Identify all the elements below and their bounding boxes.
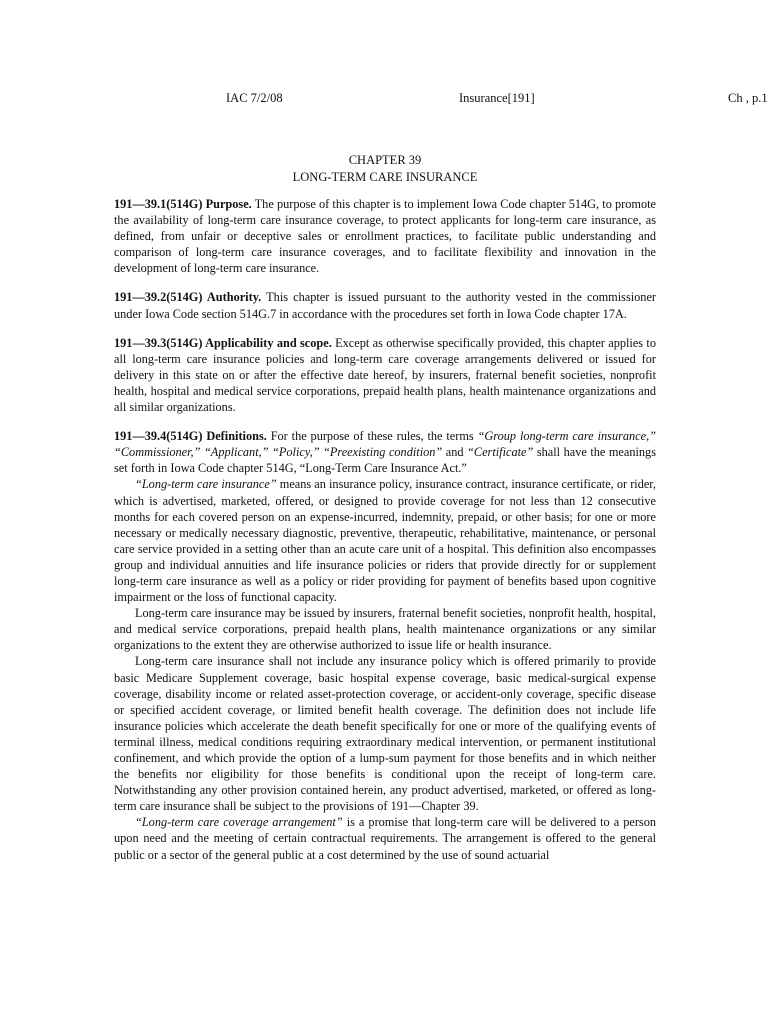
- section-text: The purpose of this chapter is to implement Iowa Code chapter 514G, to promote the availability of long-term care insurance coverage, to protect applicants for long-term care insurance, as defined, from unfair or deceptive sales or enrollment practices, to facilitate public understanding and comparison of long-term care insurance coverages, and to facilitate flexibility and innovation in the development of long-term care insurance.: [114, 197, 656, 276]
- defined-terms: “Group long-term care insurance,” “Commissioner,” “Applicant,” “Policy,” “Preexisting condition”: [114, 429, 657, 460]
- document-body: [114, 152, 656, 863]
- section-heading: 191—39.3(514G) Applicability and scope.: [114, 335, 332, 350]
- definition-text: means an insurance policy, insurance contract, insurance certificate, or rider, which is advertised, marketed, offered, or designed to provide coverage for not less than 12 consecutive months for each covered person on an expense-incurred, indemnity, prepaid, or other basis; for one or more necessary or medically necessary diagnostic, preventive, therapeutic, rehabilitative, maintenance, or personal care service provided in a setting other than an acute care unit of a hospital. This definition also encompasses group and individual annuities and life insurance policies or riders that provide directly for or supplement long-term care insurance as well as a policy or rider providing for payment of benefits based upon cognitive impairment or the loss of functional capacity.: [114, 477, 656, 605]
- section-text: shall have the meanings set forth in Iowa Code chapter 514G, “Long-Term Care Insurance Act.”: [114, 445, 656, 476]
- chapter-number: CHAPTER 39: [348, 153, 422, 167]
- definition-text: is a promise that long-term care will be delivered to a person upon need and the meeting of certain contractual requirements. The arrangement is offered to the general public or a sector of the general public at a cost determined by the use of sound actuarial: [114, 815, 656, 862]
- defined-term: “Long-term care coverage arrangement”: [135, 815, 343, 830]
- section-text: This chapter is issued pursuant to the authority vested in the commissioner under Iowa Code section 514G.7 in accordance with the procedures set forth in Iowa Code chapter 17A.: [114, 290, 656, 321]
- definition-coverage-arrangement: [114, 814, 656, 862]
- section-applicability: [114, 335, 656, 415]
- header-page-number: Ch , p.1: [728, 91, 768, 105]
- section-heading: 191—39.2(514G) Authority.: [114, 290, 262, 305]
- defined-term: “Certificate”: [467, 445, 534, 460]
- section-authority: [114, 289, 656, 321]
- paragraph-exclusions: Long-term care insurance shall not include any insurance policy which is offered primarily to provide basic Medicare Supplement coverage, basic hospital expense coverage, basic medical-surgical expense coverage, disability income or related asset-protection coverage, or accident-only coverage, specific disease or specified accident coverage, or limited benefit health coverage. The definition does not include life insurance policies which accelerate the death benefit specifically for one or more of the qualifying events of terminal illness, medical conditions requiring extraordinary medical intervention, or permanent institutional confinement, and which provide the option of a lump-sum payment for those benefits and in which neither the benefits nor eligibility for those benefits is conditional upon the receipt of long-term care. Notwithstanding any other provision contained herein, any product advertised, marketed, or offered as long-term care insurance shall be subject to the provisions of 191—Chapter 39.: [114, 654, 656, 814]
- section-purpose: [114, 196, 656, 276]
- definition-ltc-insurance: [114, 476, 656, 605]
- section-text: Except as otherwise specifically provided, this chapter applies to all long-term care insurance policies and long-term care coverage arrangements delivered or issued for delivery in this state on or after the effective date hereof, by insurers, fraternal benefit societies, nonprofit health, hospital and medical service corporations, prepaid health plans, health maintenance organizations and all similar organizations.: [114, 335, 656, 415]
- section-text: and: [442, 445, 468, 460]
- header-doc-date: IAC 7/2/08: [226, 91, 283, 105]
- paragraph-issuers: Long-term care insurance may be issued by insurers, fraternal benefit societies, nonprofit health, hospital, and medical service corporations, prepaid health plans, health maintenance organizations or any similar organizations to the extent they are otherwise authorized to issue life or health insurance.: [114, 606, 656, 653]
- chapter-title: LONG-TERM CARE INSURANCE: [292, 169, 478, 184]
- header-agency: Insurance[191]: [459, 91, 535, 105]
- section-definitions: [114, 428, 656, 476]
- section-text: For the purpose of these rules, the terms: [266, 429, 478, 444]
- section-heading: 191—39.1(514G) Purpose.: [114, 197, 252, 211]
- section-heading: 191—39.4(514G) Definitions.: [114, 429, 267, 444]
- defined-term: “Long-term care insurance”: [135, 477, 277, 492]
